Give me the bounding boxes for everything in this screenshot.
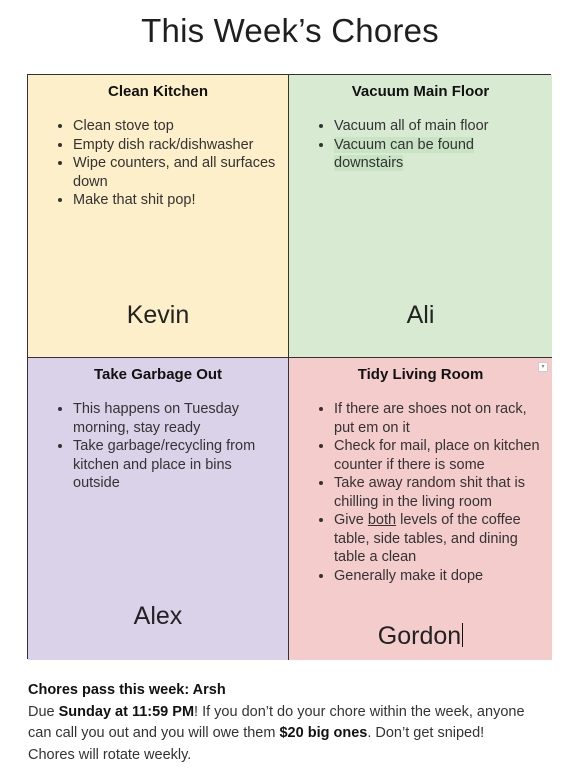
underlined-text: both — [367, 512, 397, 528]
list-item: • If there are shoes not on rack, put em on it — [334, 400, 544, 437]
list-item: • Make that shit pop! — [73, 191, 280, 210]
assignee-name: Alex — [133, 602, 183, 630]
list-item — [334, 136, 544, 173]
chore-heading: Vacuum Main Floor — [351, 83, 490, 100]
assignee-name[interactable]: Gordon — [377, 622, 462, 650]
chores-pass-label: Chores pass this week: Arsh — [28, 682, 226, 698]
page-title: This Week’s Chores — [141, 12, 439, 49]
chore-task-list — [36, 117, 280, 210]
footer-paragraph: Due Sunday at 11:59 PM! If you don’t do your chore within the week, anyone can call you out and you will owe them $20 big ones. Don’t get sniped! Chores will rotate weekly. — [28, 703, 525, 763]
chore-task-list — [36, 400, 280, 493]
list-item: • This happens on Tuesday morning, stay ready — [73, 400, 280, 437]
chore-heading: Tidy Living Room — [357, 366, 484, 383]
list-item: • Give both levels of the coffee table, side tables, and dining table a clean — [334, 511, 544, 567]
chore-task-list — [297, 117, 544, 173]
highlighted-text: Vacuum can be found downstairs — [334, 136, 474, 171]
chores-table — [27, 74, 551, 659]
penalty-amount: $20 big ones — [279, 725, 368, 741]
list-item: • Vacuum all of main floor — [334, 117, 544, 136]
chore-cell-take-garbage-out[interactable] — [28, 358, 289, 660]
assignee-name: Ali — [406, 301, 435, 329]
list-item: • Take away random shit that is chilling in the living room — [334, 474, 544, 511]
due-deadline: Sunday at 11:59 PM — [58, 703, 195, 720]
chore-task-list — [297, 400, 544, 585]
list-item: • Take garbage/recycling from kitchen and place in bins outside — [73, 437, 280, 493]
chore-cell-tidy-living-room[interactable] — [289, 358, 552, 660]
assignee-name: Kevin — [126, 301, 190, 329]
footer-note — [28, 680, 528, 766]
list-item: • Wipe counters, and all surfaces down — [73, 154, 280, 191]
chore-heading: Take Garbage Out — [93, 366, 223, 383]
chore-cell-clean-kitchen[interactable] — [28, 75, 289, 358]
list-item: • Clean stove top — [73, 117, 280, 136]
list-item: • Empty dish rack/dishwasher — [73, 136, 280, 155]
text-cursor — [462, 623, 463, 647]
chore-heading: Clean Kitchen — [107, 83, 209, 100]
chevron-down-icon[interactable]: ▾ — [538, 362, 548, 372]
chore-cell-vacuum-main-floor[interactable] — [289, 75, 552, 358]
list-item: • Generally make it dope — [334, 567, 544, 586]
list-item: • Check for mail, place on kitchen counter if there is some — [334, 437, 544, 474]
